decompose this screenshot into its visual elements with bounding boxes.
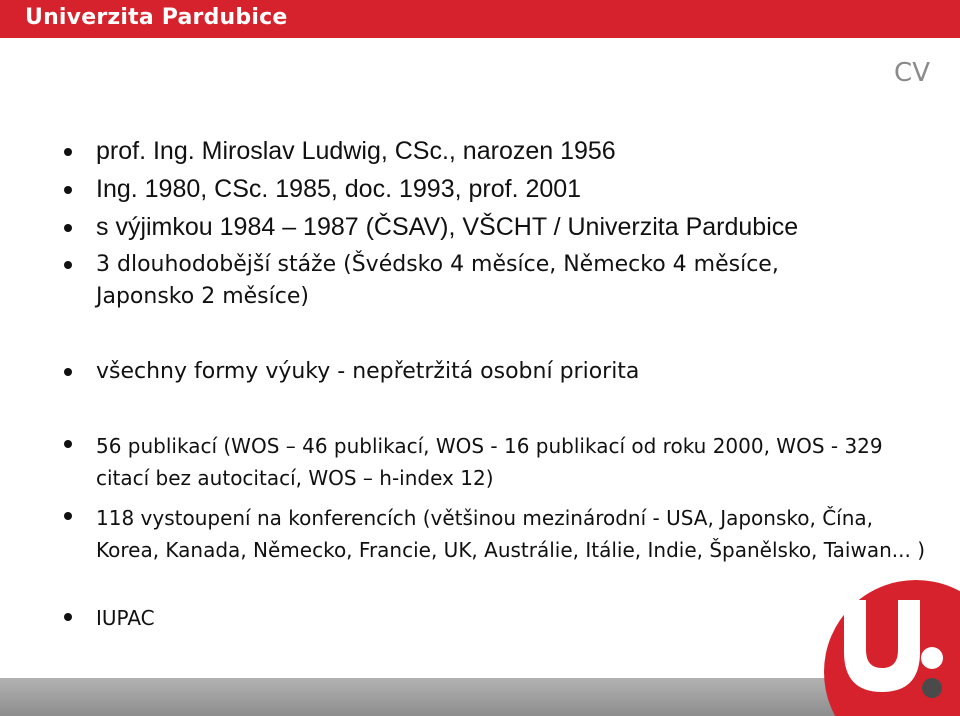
slide-title: CV [894,58,930,88]
bullet-icon [64,224,72,232]
university-u-logo-icon [820,576,960,716]
brand-name: Univerzita Pardubice [25,5,288,30]
list-item: IUPAC [96,606,155,630]
list-item: 118 vystoupení na konferencích (většinou mezinárodní - USA, Japonsko, Čína, Korea, Kanada, Německo, Francie, UK, Austrálie, Itálie, Indie, Španělsko, Taiwan... ) [96,506,926,562]
list-item: s výjimkou 1984 – 1987 (ČSAV), VŠCHT / Univerzita Pardubice [96,213,799,241]
bullet-icon [64,148,72,156]
list-item: prof. Ing. Miroslav Ludwig, CSc., narozen 1956 [96,137,616,165]
bullet-icon [64,613,72,621]
bullet-icon [64,512,72,520]
bullet-icon [64,186,72,194]
list-item: 3 dlouhodobější stáže (Švédsko 4 měsíce, Německo 4 měsíce, Japonsko 2 měsíce) [96,252,779,309]
bullet-icon [64,440,72,448]
header-bar [0,0,960,38]
list-item: 56 publikací (WOS – 46 publikací, WOS - 16 publikací od roku 2000, WOS - 329 citací bez autocitací, WOS – h-index 12) [96,434,883,490]
list-item: Ing. 1980, CSc. 1985, doc. 1993, prof. 2001 [96,175,582,203]
bullet-icon [64,261,72,269]
list-item: všechny formy výuky - nepřetržitá osobní priorita [96,359,640,384]
footer-bar [0,678,960,716]
bullet-icon [64,368,72,376]
